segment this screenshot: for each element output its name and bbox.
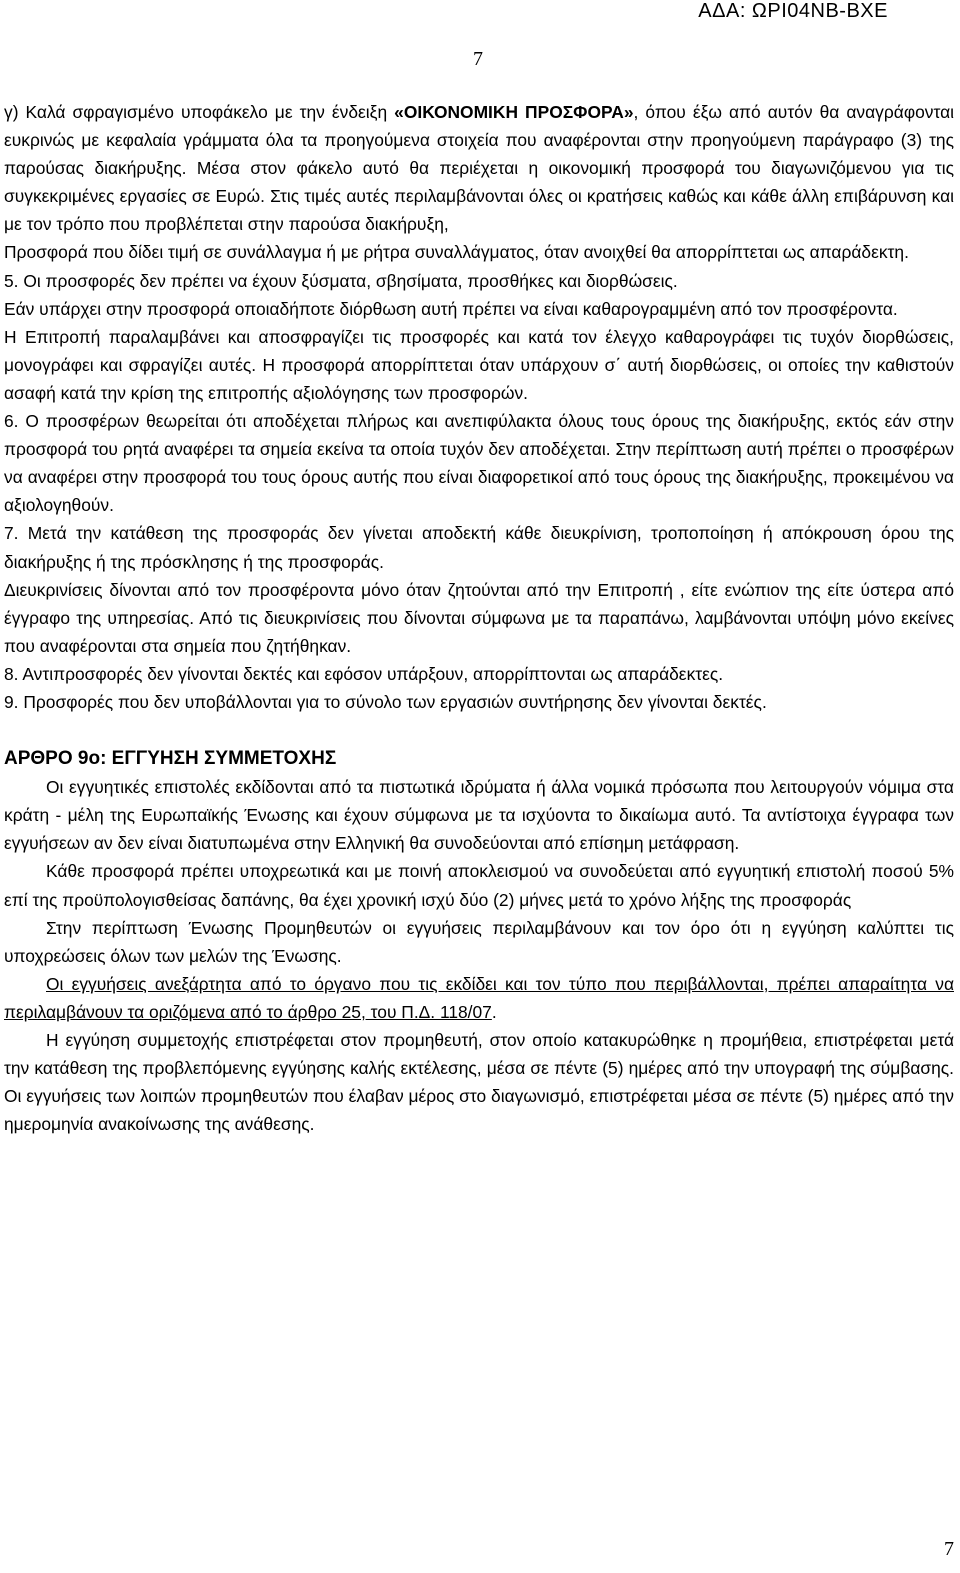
paragraph-item-5: 5. Οι προσφορές δεν πρέπει να έχουν ξύσματα, σβησίματα, προσθήκες και διορθώσεις.	[4, 270, 678, 291]
paragraph-item-5-committee: Η Επιτροπή παραλαμβάνει και αποσφραγίζει τις προσφορές και κατά τον έλεγχο καθαρογράφει τις τυχόν διορθώσεις, μονογράφει και σφραγίζει αυτές. Η προσφορά απορρίπτεται όταν υπάρχουν σ΄ αυτή διορθώσεις, οι οποίες την καθιστούν ασαφή κατά την κρίση της επιτροπής αξιολόγησης των προσφορών.	[4, 326, 954, 403]
guarantee-terms-period: .	[491, 1001, 497, 1022]
article-9-guarantee-issuers: Οι εγγυητικές επιστολές εκδίδονται από τα πιστωτικά ιδρύματα ή άλλα νομικά πρόσωπα που λειτουργούν νόμιμα στα κράτη - μέλη της Ευρωπαϊκής Ένωσης και έχουν σύμφωνα με τα ισχύοντα το δικαίωμα αυτό. Τα αντίστοιχα έγγραφα των εγγυήσεων αν δεν είναι διατυπωμένα στην Ελληνική θα συνοδεύονται από επίσημη μετάφραση.	[4, 777, 954, 854]
paragraph-gamma-start: γ) Καλά σφραγισμένο υποφάκελο με την ένδειξη	[4, 102, 395, 122]
financial-offer-label: «ΟΙΚΟΝΟΜΙΚΗ ΠΡΟΣΦΟΡΑ»	[394, 102, 634, 122]
ada-code: ΑΔΑ: ΩΡΙ04ΝΒ-ΒΧΕ	[698, 0, 888, 22]
paragraph-item-5-correction: Εάν υπάρχει στην προσφορά οποιαδήποτε διόρθωση αυτή πρέπει να είναι καθαρογραμμένη από τον προσφέροντα.	[4, 298, 898, 319]
article-9-guarantee-amount: Κάθε προσφορά πρέπει υποχρεωτικά και με ποινή αποκλεισμού να συνοδεύεται από εγγυητική επιστολή ποσού 5% επί της προϋπολογισθείσας δαπάνης, θα έχει χρονική ισχύ δύο (2) μήνες μετά το χρόνο λήξης της προσφοράς	[4, 861, 954, 910]
document-body	[4, 98, 954, 1138]
paragraph-item-9: 9. Προσφορές που δεν υποβάλλονται για το σύνολο των εργασιών συντήρησης δεν γίνονται δεκτές.	[4, 691, 767, 712]
guarantee-terms-underlined: Οι εγγυήσεις ανεξάρτητα από το όργανο που τις εκδίδει και τον τύπο που περιβάλλονται, πρέπει απαραίτητα να περιλαμβάνουν τα οριζόμενα από το άρθρο 25, του Π.Δ. 118/07	[4, 973, 954, 1022]
article-9-guarantee-return: Η εγγύηση συμμετοχής επιστρέφεται στον προμηθευτή, στον οποίο κατακυρώθηκε η προμήθεια, επιστρέφεται μετά την κατάθεση της προβλεπόμενης εγγύησης καλής εκτέλεσης, μέσα σε πέντε (5) ημέρες από την υπογραφή της σύμβασης. Οι εγγυήσεις των λοιπών προμηθευτών που έλαβαν μέρος στο διαγωνισμό, επιστρέφεται μέσα σε πέντε (5) ημέρες από την ημερομηνία ανακοίνωσης της ανάθεσης.	[4, 1030, 954, 1135]
article-9-guarantee-terms	[4, 970, 954, 1026]
article-9-supplier-union: Στην περίπτωση Ένωσης Προμηθευτών οι εγγυήσεις περιλαμβάνουν και τον όρο ότι η εγγύηση καλύπτει τις υποχρεώσεις όλων των μελών της Ένωσης.	[4, 917, 954, 966]
paragraph-item-6: 6. Ο προσφέρων θεωρείται ότι αποδέχεται πλήρως και ανεπιφύλακτα όλους τους όρους της διακήρυξης, εκτός εάν στην προσφορά του ρητά αναφέρει τα σημεία εκείνα τα οποία τυχόν δεν αποδέχεται. Στην περίπτωση αυτή πρέπει ο προσφέρων να αναφέρει στην προσφορά του τους όρους αυτής που είναι διαφορετικοί από τους όρους της διακήρυξης, προκειμένου να αξιολογηθούν.	[4, 411, 954, 516]
page-number-bottom: 7	[944, 1538, 954, 1560]
paragraph-item-7-clarifications: Διευκρινίσεις δίνονται από τον προσφέροντα μόνο όταν ζητούνται από την Επιτροπή , είτε ενώπιον της είτε ύστερα από έγγραφο της υπηρεσίας. Από τις διευκρινίσεις που δίνονται σύμφωνα με τα παραπάνω, λαμβάνονται υπόψη μόνο εκείνες που αναφέρονται στα σημεία που ζητήθηκαν.	[4, 579, 954, 656]
paragraph-gamma	[4, 98, 954, 238]
paragraph-item-8: 8. Αντιπροσφορές δεν γίνονται δεκτές και εφόσον υπάρξουν, απορρίπτονται ως απαράδεκτες.	[4, 663, 724, 684]
paragraph-exchange-rate: Προσφορά που δίδει τιμή σε συνάλλαγμα ή με ρήτρα συναλλάγματος, όταν ανοιχθεί θα απορρίπτεται ως απαράδεκτη.	[4, 242, 909, 263]
page-number-top: 7	[473, 48, 483, 70]
paragraph-gamma-rest: , όπου έξω από αυτόν θα αναγράφονται ευκρινώς με κεφαλαία γράμματα όλα τα προηγούμενα στοιχεία που αναφέρονται στην προηγούμενη παράγραφο (3) της παρούσας διακήρυξης. Μέσα στον φάκελο αυτό θα περιέχεται η οικονομική προσφορά του διαγωνιζόμενου για τις συγκεκριμένες εργασίες σε Ευρώ. Στις τιμές αυτές περιλαμβάνονται όλες οι κρατήσεις καθώς και κάθε άλλη επιβάρυνση και με τον τρόπο που προβλέπεται στην παρούσα διακήρυξη,	[4, 102, 955, 235]
paragraph-item-7: 7. Μετά την κατάθεση της προσφοράς δεν γίνεται αποδεκτή κάθε διευκρίνιση, τροποποίηση ή απόκρουση όρου της διακήρυξης ή της πρόσκλησης ή της προσφοράς.	[4, 523, 954, 572]
article-9-heading: ΑΡΘΡΟ 9ο: ΕΓΓΥΗΣΗ ΣΥΜΜΕΤΟΧΗΣ	[4, 748, 337, 770]
